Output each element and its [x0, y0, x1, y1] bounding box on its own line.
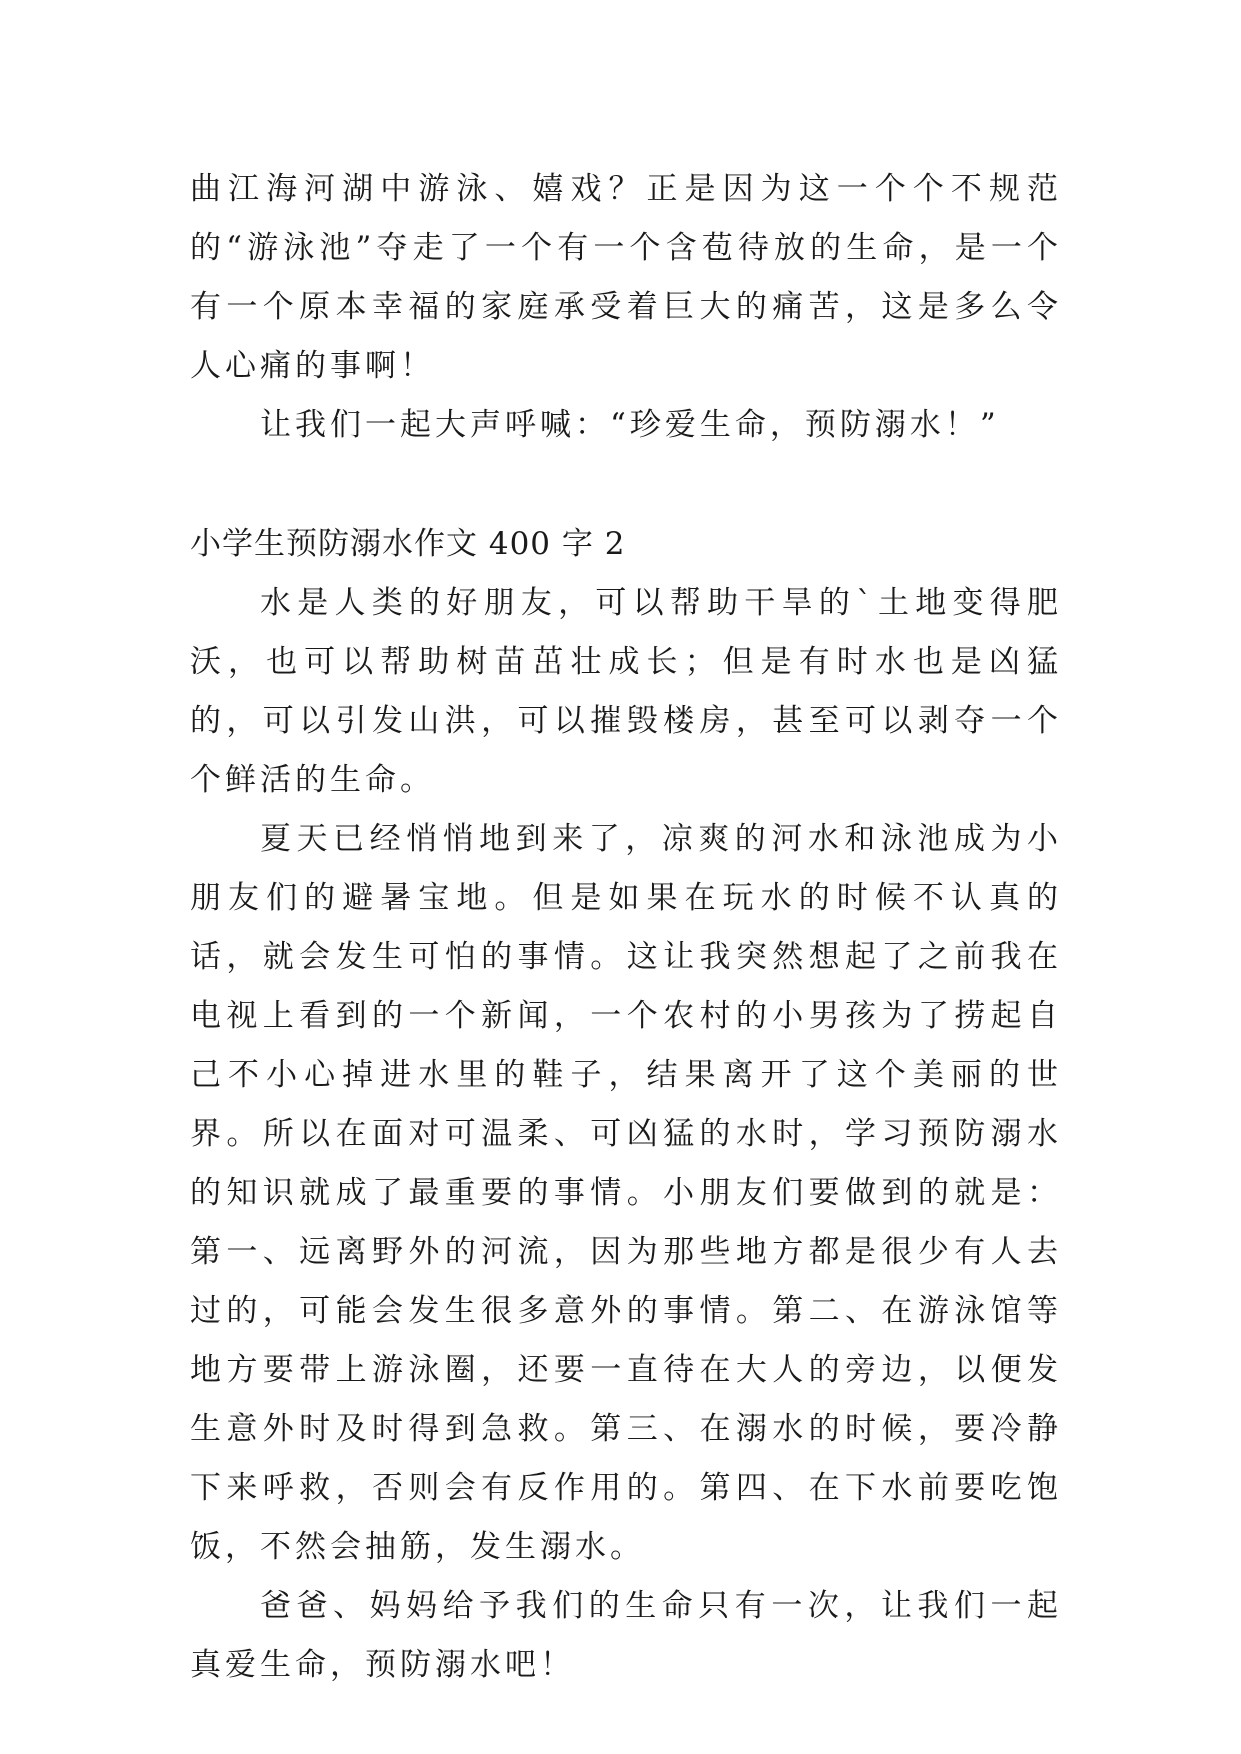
paragraph: 水是人类的好朋友，可以帮助干旱的`土地变得肥沃，也可以帮助树苗茁壮成长；但是有时水也是凶猛的，可以引发山洪，可以摧毁楼房，甚至可以剥夺一个个鲜活的生命。	[190, 585, 1062, 798]
document-body	[190, 160, 1062, 1695]
paragraph: 爸爸、妈妈给予我们的生命只有一次，让我们一起真爱生命，预防溺水吧！	[190, 1588, 1062, 1683]
section-spacer	[190, 455, 1062, 515]
paragraph-slogan: 让我们一起大声呼喊：“珍爱生命，预防溺水！”	[260, 407, 1000, 443]
paragraph-continued: 曲江海河湖中游泳、嬉戏？正是因为这一个个不规范的“游泳池”夺走了一个有一个含苞待放的生命，是一个有一个原本幸福的家庭承受着巨大的痛苦，这是多么令人心痛的事啊！	[190, 171, 1062, 384]
section-title: 小学生预防溺水作文 400 字 2	[190, 526, 626, 562]
paragraph: 夏天已经悄悄地到来了，凉爽的河水和泳池成为小朋友们的避暑宝地。但是如果在玩水的时候不认真的话，就会发生可怕的事情。这让我突然想起了之前我在电视上看到的一个新闻，一个农村的小男孩为了捞起自己不小心掉进水里的鞋子，结果离开了这个美丽的世界。所以在面对可温柔、可凶猛的水时，学习预防溺水的知识就成了最重要的事情。小朋友们要做到的就是：第一、远离野外的河流，因为那些地方都是很少有人去过的，可能会发生很多意外的事情。第二、在游泳馆等地方要带上游泳圈，还要一直待在大人的旁边，以便发生意外时及时得到急救。第三、在溺水的时候，要冷静下来呼救，否则会有反作用的。第四、在下水前要吃饱饭，不然会抽筋，发生溺水。	[190, 821, 1062, 1565]
